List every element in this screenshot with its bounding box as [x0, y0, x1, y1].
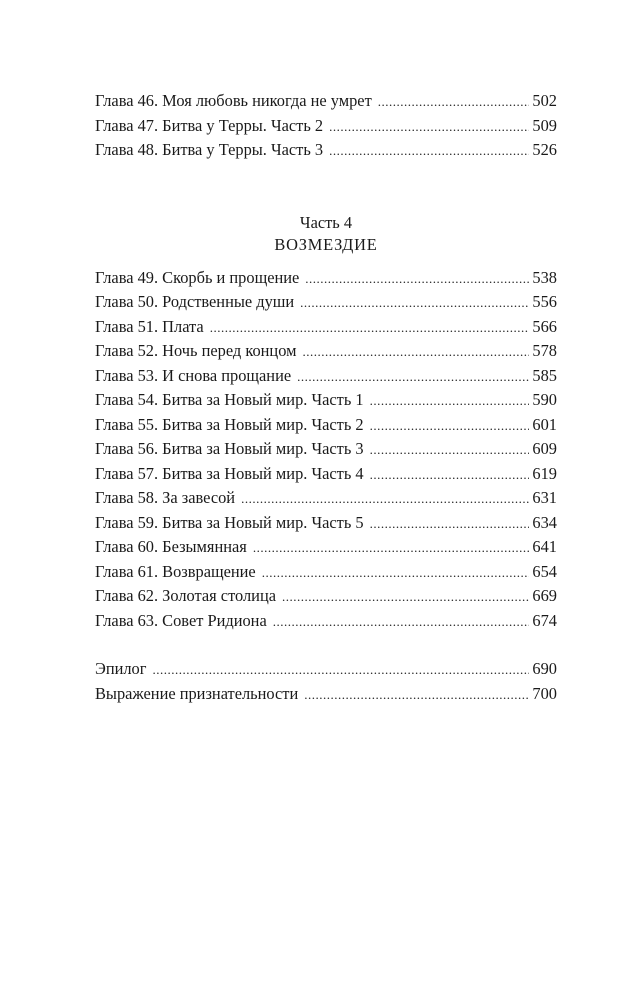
toc-leader-dots [253, 536, 530, 561]
toc-entry [95, 388, 557, 413]
toc-entry [95, 609, 557, 634]
toc-entry-page: 566 [532, 316, 557, 336]
toc-entry-page: 585 [532, 365, 557, 385]
toc-entry-page: 590 [532, 390, 557, 409]
toc-entry-title: Глава 63. Совет Ридиона [95, 610, 267, 630]
toc-entry-title: Выражение признательности [95, 683, 299, 703]
toc-entry [95, 364, 557, 389]
toc-entry-page: 641 [532, 537, 557, 556]
toc-entry [95, 315, 557, 340]
toc-leader-dots [370, 438, 530, 463]
toc-entry [95, 511, 557, 536]
toc-part-section [95, 266, 557, 634]
toc-entry-title: Глава 52. Ночь перед концом [95, 341, 297, 360]
toc-entry [95, 413, 557, 438]
toc-leader-dots [241, 487, 529, 512]
toc-entry [95, 437, 557, 462]
toc-leader-dots [282, 585, 529, 610]
toc-top-section [95, 89, 557, 163]
toc-leader-dots [210, 316, 530, 341]
toc-entry-title: Глава 51. Плата [95, 316, 204, 336]
toc-entry-title: Глава 49. Скорбь и прощение [95, 267, 300, 287]
toc-entry-page: 509 [532, 115, 557, 135]
toc-entry-page: 631 [532, 488, 557, 507]
toc-entry-title: Глава 56. Битва за Новый мир. Часть 3 [95, 439, 364, 458]
toc-entry [95, 339, 557, 364]
toc-entry-page: 578 [532, 341, 557, 360]
part-number: Часть 4 [299, 212, 353, 232]
toc-leader-dots [370, 512, 530, 537]
toc-leader-dots [304, 683, 529, 708]
toc-entry-page: 609 [532, 439, 557, 458]
toc-back-matter [95, 657, 557, 706]
toc-entry-page: 669 [532, 586, 557, 605]
toc-entry [95, 138, 557, 163]
toc-leader-dots [370, 463, 530, 488]
toc-entry-title: Глава 57. Битва за Новый мир. Часть 4 [95, 463, 364, 483]
toc-entry-page: 619 [532, 463, 557, 483]
toc-entry [95, 462, 557, 487]
toc-entry-title: Глава 55. Битва за Новый мир. Часть 2 [95, 414, 364, 434]
toc-leader-dots [329, 139, 529, 164]
toc-leader-dots [370, 414, 530, 439]
toc-leader-dots [378, 90, 530, 115]
toc-entry-title: Глава 53. И снова прощание [95, 365, 292, 385]
toc-entry-title: Эпилог [95, 659, 147, 678]
toc-entry-title: Глава 59. Битва за Новый мир. Часть 5 [95, 512, 364, 532]
toc-entry-title: Глава 46. Моя любовь никогда не умрет [95, 91, 372, 110]
toc-entry-title: Глава 48. Битва у Терры. Часть 3 [95, 140, 324, 159]
toc-entry [95, 657, 557, 682]
toc-entry-title: Глава 62. Золотая столица [95, 586, 276, 605]
toc-leader-dots [273, 610, 530, 635]
toc-entry-title: Глава 54. Битва за Новый мир. Часть 1 [95, 390, 364, 409]
toc-entry [95, 682, 557, 707]
toc-leader-dots [262, 561, 530, 586]
toc-entry [95, 560, 557, 585]
toc-leader-dots [152, 658, 529, 683]
toc-entry [95, 266, 557, 291]
toc-leader-dots [305, 267, 529, 292]
toc-entry-title: Глава 58. За завесой [95, 488, 236, 507]
toc-entry-page: 634 [532, 512, 557, 532]
toc-leader-dots [370, 389, 530, 414]
toc-entry [95, 584, 557, 609]
toc-leader-dots [297, 365, 529, 390]
toc-entry-page: 502 [532, 91, 557, 110]
toc-leader-dots [302, 340, 529, 365]
toc-entry [95, 535, 557, 560]
toc-entry [95, 486, 557, 511]
toc-entry-page: 690 [532, 659, 557, 678]
toc-entry-page: 526 [532, 140, 557, 159]
toc-entry-page: 654 [532, 561, 557, 581]
toc-entry-page: 700 [532, 683, 557, 703]
table-of-contents [95, 89, 557, 706]
toc-entry-title: Глава 61. Возвращение [95, 561, 256, 581]
toc-leader-dots [300, 291, 529, 316]
toc-entry-title: Глава 50. Родственные души [95, 292, 295, 311]
toc-entry [95, 114, 557, 139]
part-heading [95, 212, 557, 256]
toc-entry-page: 601 [532, 414, 557, 434]
part-title: ВОЗМЕЗДИЕ [274, 234, 378, 254]
toc-entry-title: Глава 60. Безымянная [95, 537, 247, 556]
toc-entry [95, 89, 557, 114]
toc-entry-title: Глава 47. Битва у Терры. Часть 2 [95, 115, 324, 135]
toc-entry [95, 290, 557, 315]
toc-entry-page: 538 [532, 267, 557, 287]
toc-entry-page: 556 [532, 292, 557, 311]
toc-entry-page: 674 [532, 610, 557, 630]
toc-leader-dots [329, 115, 529, 140]
